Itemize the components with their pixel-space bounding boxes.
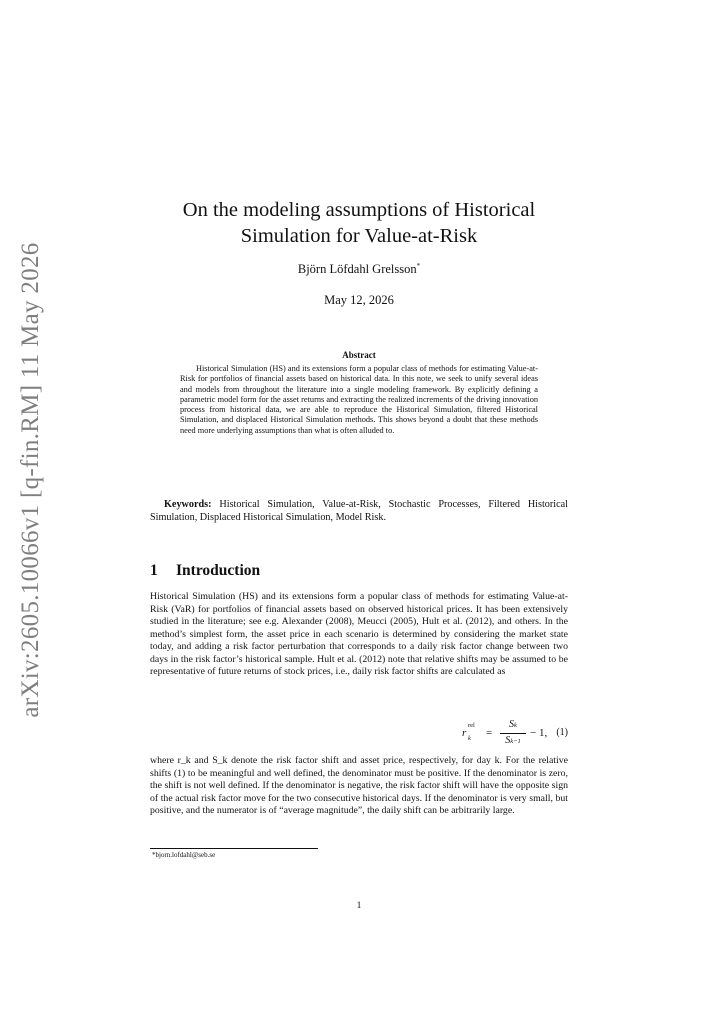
equation-number[interactable]: (1) — [556, 727, 568, 738]
footnote-rule — [150, 848, 318, 849]
keywords-list: Historical Simulation, Value-at-Risk, Stochastic Processes, Filtered Historical Simulation, Displaced Historical Simulation, Model Risk. — [150, 499, 568, 523]
equation-denominator: Sk−1 — [505, 735, 521, 746]
keywords — [150, 498, 568, 524]
section-title: Introduction — [176, 562, 261, 579]
footnote-marker[interactable]: * — [416, 261, 421, 270]
keywords-label: Keywords: — [164, 499, 212, 510]
intro-paragraph: Historical Simulation (HS) and its extensions form a popular class of methods for estimating Value-at-Risk (VaR) for portfolios of financial assets based on observed historical prices. It has been extensively studied in the literature; see e.g. Alexander (2008), Meucci (2005), Hult et al. (2012), and others. In the method’s simplest form, the asset price in each scenario is determined by considering the market state today, and adding a risk factor perturbation that corresponds to a daily risk factor change between two days in the risk factor’s historical sample. Hult et al. (2012) note that relative shifts may be assumed to be representative of future returns of stock prices, i.e., daily risk factor shifts are calculated as — [150, 591, 568, 677]
fraction-bar — [500, 733, 526, 734]
abstract-text: Historical Simulation (HS) and its extensions form a popular class of methods for estimating Value-at-Risk for portfolios of financial assets based on historical data. In this note, we seek to unify several ideas and models from throughout the literature into a single modeling framework. By explicitly defining a parametric model form for the asset returns and extracting the realized increments of the driving innovation process from historical data, we are able to reproduce the Historical Simulation, filtered Historical Simulation, and displaced Historical Simulation methods. This shows beyond a doubt that these methods need more underlying assumptions than what is often alluded to. — [180, 364, 538, 435]
arxiv-identifier[interactable]: arXiv:2605.10066v1 [q-fin.RM] 11 May 2026 — [17, 242, 44, 718]
equation-lhs-sub: k — [468, 735, 471, 742]
paper-title: On the modeling assumptions of Historical Simulation for Value-at-Risk — [182, 199, 536, 247]
equation-fraction — [500, 719, 526, 748]
equation-lhs: r rel k — [462, 722, 475, 742]
intro-paragraph-2: where r_k and S_k denote the risk factor shift and asset price, respectively, for day k. For the relative shifts (1) to be meaningful and well defined, the denominator must be positive. If the denominator is zero, the shift is not well defined. If the denominator is negative, the risk factor shift will have the opposite sign of the actual risk factor move for the two consecutive historical days. If the denominator is very small, but positive, and the numerator is of “average magnitude”, the daily shift can be arbitrarily large. — [150, 755, 568, 816]
abstract-heading: Abstract — [342, 350, 376, 360]
author-line — [150, 262, 568, 277]
equation-relative-shift — [150, 719, 568, 749]
equation-equals: = — [486, 727, 493, 739]
paper-date: May 12, 2026 — [324, 293, 394, 307]
arxiv-sidebar — [8, 242, 54, 718]
section-number: 1 — [150, 562, 158, 579]
page-number: 1 — [356, 901, 362, 911]
footnote-email[interactable]: *bjorn.lofdahl@seb.se — [152, 851, 216, 859]
equation-numerator: Sk — [509, 719, 517, 730]
author-name: Björn Löfdahl Grelsson — [297, 262, 417, 276]
equation-lhs-sup: rel — [468, 722, 475, 729]
section-heading — [150, 562, 260, 580]
equation-tail: − 1, — [530, 727, 548, 739]
